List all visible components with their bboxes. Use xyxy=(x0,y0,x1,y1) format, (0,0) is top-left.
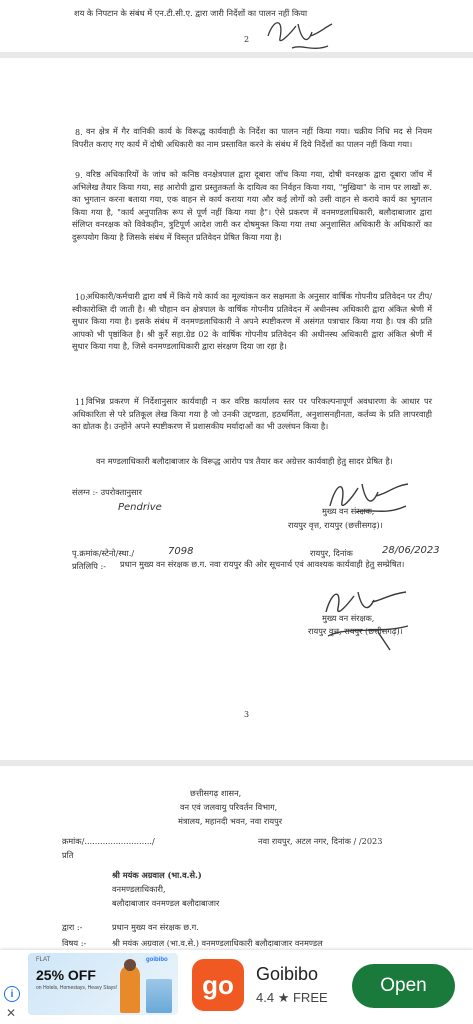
closing-text: वन मण्डलाधिकारी बलौदाबाजार के विरूद्ध आरोप पत्र तैयार कर अग्रेत्तर कार्यवाही हेतु सादर प्रेषित है। xyxy=(96,456,393,466)
copy-text: प्रधान मुख्य वन संरक्षक छ.ग. नवा रायपुर की ओर सूचनार्थ एवं आवश्यक कार्यवाही हेतु सम्प्रेषित। xyxy=(120,559,405,569)
para-number: 10. xyxy=(75,293,88,302)
document-page-4 xyxy=(0,766,473,950)
place-date-line: नवा रायपुर, अटल नगर, दिनांक / /2023 xyxy=(258,836,383,846)
signature-image xyxy=(262,14,338,54)
addressee-office: बलौदाबाजार वनमण्डल बलौदाबाजार xyxy=(112,898,220,908)
promo-subtext: on Hotels, Homestays, Heavy Stays! xyxy=(36,985,118,991)
document-page-3 xyxy=(0,58,473,760)
para-number: 11. xyxy=(75,398,88,407)
copy-label: प्रतिलिपि :- xyxy=(72,561,107,571)
paragraph-9: वरिष्ठ अधिकारियों के जांच को कनिष्ठ वनक्षेत्रपाल द्वारा दूबारा जॉच किया गया, दोषी वनरक्षक द्वारा दूबारा जॉच में अभिलेख तैयार किया गया, सह आरोपी द्वारा प्रस्तुतकर्ता के दायित्व का निर्वहन किया गया, "मुखिया" के नाम पर लाखों रू. का भुगतान करना बताया गया, एक वाहन से कार्य कराया गया और कई लोगों को उसी वाहन से कराये कार्य का भुगतान किया गया है, "कार्य अनुपातिक रूप से पूर्ण नहीं किया गया है"। ऐसे प्रकरण में वनमण्डलाधिकारी, बलौदाबाजार द्वारा संलिप्त वनरक्षक को विवेकहीन, त्रुटिपूर्ण आदेश जारी कर दोषमुक्त किया गया तथा अनुशासित अधिकारी के अधिकारों का दुरूपयोग किया है जिसके संबंध में विस्तृत प्रतिवेदन प्रेषित किया गया है। xyxy=(72,169,432,242)
page-number: 2 xyxy=(244,35,250,44)
page2-last-line: शय के निपटान के संबंध में एन.टी.सी.ए. द्वारा जारी निर्देशों का पालन नहीं किया xyxy=(74,8,308,18)
designation-line-1: मुख्य वन संरक्षक, xyxy=(322,506,375,516)
document-page-2 xyxy=(0,0,473,52)
prati-label: प्रति xyxy=(62,850,74,860)
ad-banner[interactable] xyxy=(0,950,473,1024)
ad-app-name[interactable]: Goibibo xyxy=(256,964,319,984)
addressee-designation: वनमण्डलाधिकारी, xyxy=(112,884,166,894)
para-number: 8. xyxy=(75,128,83,137)
memo-date-label: रायपुर, दिनांक xyxy=(310,548,353,558)
paragraph-10: अधिकारी/कर्मचारी द्वारा वर्ष में किये गये कार्य का मूल्यांकन कर सक्षमता के अनुसार वार्षिक गोपनीय प्रतिवेदन पर टीप/स्वीकारोक्ति दी जाती है। श्री चौहान वन क्षेत्रपाल के वार्षिक गोपनीय प्रतिवेदन में अधीनस्थ अधिकारी द्वारा अंकित श्रेणी में सुधार किया गया है। इसके संबंध में वनमण्डलाधिकारी ने अपने स्पष्टीकरण में असंगत पत्राचार किया गया है। पत्र की प्रति आपको भी पृष्ठांकित है। श्री कुर्रे सहा.ग्रेड 02 के वार्षिक गोपनीय प्रतिवेदन की अधीनस्थ अधिकारी द्वारा अंकित श्रेणी में सुधार किया गया है, जिसे वनमण्डलाधिकारी द्वारा संरक्षण दिया जा रहा है। xyxy=(72,291,432,352)
addressee-name: श्री मयंक अग्रवाल (भा.व.से.) xyxy=(112,870,202,880)
vishay-label: विषय :- xyxy=(62,938,87,948)
para-number: 9. xyxy=(75,171,83,180)
designation-line-1: मुख्य वन संरक्षक, xyxy=(322,613,375,623)
paragraph-11: विभिन्न प्रकरण में निर्देशानुसार कार्यवाही न कर वरिष्ठ कार्यालय स्तर पर परिकल्पनापूर्ण अवधारणा के आधार पर अधिकारिता से परे प्रतिकूल लेख किया गया है जो उनकी उद्दण्डता, हठधर्मिता, अनुशासनहीनता, कर्तव्य के प्रति लापरवाही का द्योतक है। उन्होंने अपने स्पष्टीकरण में प्रशासकीय मर्यादाओं का भी उल्लंघन किया है। xyxy=(72,396,432,432)
memo-number-handwritten: 7098 xyxy=(168,546,194,557)
letterhead-line-3: मंत्रालय, महानदी भवन, नवा रायपुर xyxy=(178,816,283,826)
designation-line-2: रायपुर वृत्त, रायपुर (छत्तीसगढ़)। xyxy=(288,520,383,530)
promo-building-graphic xyxy=(146,979,172,1013)
memo-date-handwritten: 28/06/2023 xyxy=(382,545,440,556)
dwara-label: द्वारा :- xyxy=(62,922,83,932)
page-number: 3 xyxy=(244,710,250,719)
designation-line-2: रायपुर वृत्त, रायपुर (छत्तीसगढ़)। xyxy=(308,626,403,636)
promo-brand: goibibo xyxy=(146,957,168,963)
star-icon: ★ xyxy=(277,990,290,1005)
promo-flat-label: FLAT xyxy=(36,957,51,963)
ad-info-icon[interactable]: i xyxy=(4,986,20,1002)
goibibo-app-icon[interactable]: go xyxy=(192,959,244,1011)
letterhead-line-1: छत्तीसगढ़ शासन, xyxy=(190,788,242,798)
paragraph-8: वन क्षेत्र में गैर वानिकी कार्य के विरूद्ध कार्यवाही के निर्देश का पालन नहीं किया गया। चक्रीय निधि मद से नियम विपरीत कराए गए कार्य में दोषी अधिकारी का नाम प्रस्तावित करने के संबंध में दिये निर्देशों का पालन नहीं किया गया। xyxy=(72,126,432,149)
dwara-text: प्रधान मुख्य वन संरक्षक छ.ग. xyxy=(112,922,199,932)
promo-offer: 25% OFF xyxy=(36,967,96,983)
ad-rating: 4.4 xyxy=(256,990,275,1005)
letterhead-line-2: वन एवं जलवायु परिवर्तन विभाग, xyxy=(180,802,278,812)
promo-person-figure xyxy=(120,965,140,1013)
memo-number-label: पृ.क्रमांक/स्टेनो/स्था./ xyxy=(72,548,135,558)
vishay-text: श्री मयंक अग्रवाल (भा.व.से.) वनमण्डलाधिकारी बलौदाबाजार वनमण्डल xyxy=(112,938,323,948)
ad-creative-image[interactable] xyxy=(28,953,178,1015)
kramank-line: क्रमांक/........................../ xyxy=(62,836,155,846)
enclosure-handwritten: Pendrive xyxy=(118,502,162,513)
ad-price: FREE xyxy=(292,990,328,1005)
enclosure-label: संलग्न :- उपरोक्तानुसार xyxy=(72,487,142,497)
promo-person-head xyxy=(124,959,136,971)
open-button[interactable]: Open xyxy=(352,964,455,1008)
ad-close-icon[interactable]: ✕ xyxy=(6,1006,17,1020)
